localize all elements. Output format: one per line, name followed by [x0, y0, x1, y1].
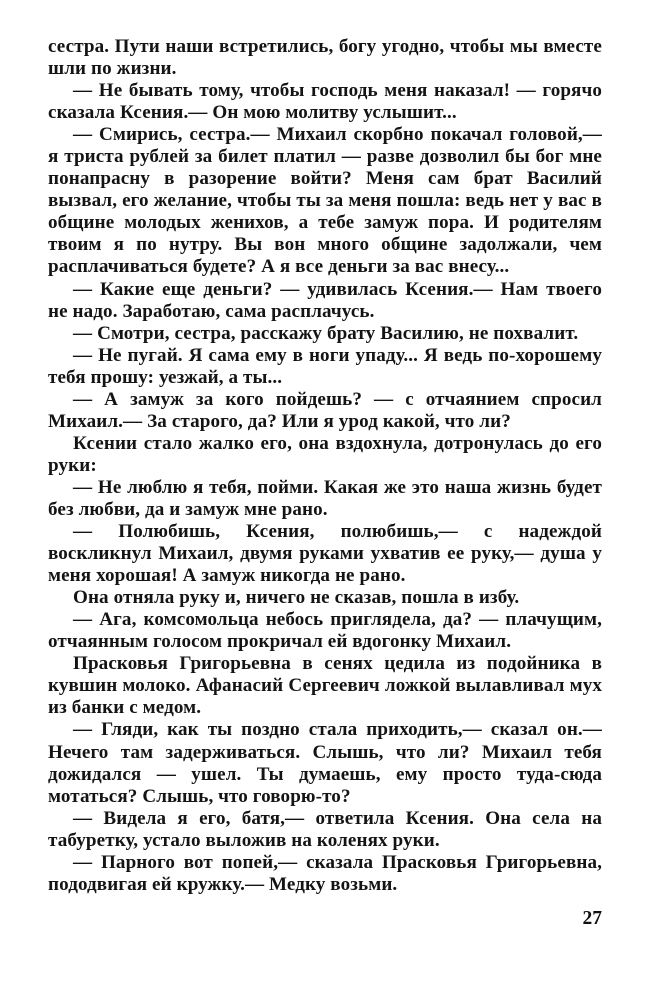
paragraph: — Не люблю я тебя, пойми. Какая же это наша жизнь будет без любви, да и замуж мне рано. — [48, 476, 602, 520]
page-number: 27 — [582, 908, 602, 929]
paragraph: — А замуж за кого пойдешь? — с отчаянием спросил Михаил.— За старого, да? Или я урод какой, что ли? — [48, 388, 602, 432]
paragraph: Прасковья Григорьевна в сенях цедила из подойника в кувшин молоко. Афанасий Сергеевич ложкой вылавливал мух из банки с медом. — [48, 653, 602, 719]
paragraph: — Не пугай. Я сама ему в ноги упаду... Я ведь по-хорошему тебя прошу: уезжай, а ты... — [48, 344, 602, 388]
paragraph: — Полюбишь, Ксения, полюбишь,— с надеждой воскликнул Михаил, двумя руками ухватив ее руку,— душа у меня хорошая! А замуж никогда не рано. — [48, 521, 602, 587]
paragraph: — Видела я его, батя,— ответила Ксения. Она села на табуретку, устало выложив на коленях руки. — [48, 807, 602, 851]
paragraph: — Ага, комсомольца небось приглядела, да? — плачущим, отчаянным голосом прокричал ей вдогонку Михаил. — [48, 609, 602, 653]
paragraph: — Какие еще деньги? — удивилась Ксения.— Нам твоего не надо. Заработаю, сама расплачусь. — [48, 278, 602, 322]
paragraph: — Не бывать тому, чтобы господь меня наказал! — горячо сказала Ксения.— Он мою молитву услышит... — [48, 80, 602, 124]
paragraph: Ксении стало жалко его, она вздохнула, дотронулась до его руки: — [48, 432, 602, 476]
paragraph: сестра. Пути наши встретились, богу угодно, чтобы мы вместе шли по жизни. — [48, 36, 602, 80]
page-text-block — [48, 36, 602, 896]
paragraph: — Парного вот попей,— сказала Прасковья Григорьевна, пододвигая ей кружку.— Медку возьми. — [48, 851, 602, 895]
paragraph: Она отняла руку и, ничего не сказав, пошла в избу. — [73, 587, 520, 609]
paragraph: — Смирись, сестра.— Михаил скорбно покачал головой,— я триста рублей за билет платил — разве дозволил бы бог мне понапрасну в разорение войти? Меня сам брат Василий вызвал, его желание, чтобы ты за меня пошла: ведь нет у вас в общине молодых женихов, а тебе замуж пора. И родителям твоим я по нутру. Вы вон много общине задолжали, чем расплачиваться будете? А я все деньги за вас внесу... — [48, 124, 602, 278]
paragraph: — Смотри, сестра, расскажу брату Василию, не похвалит. — [73, 322, 579, 344]
paragraph: — Гляди, как ты поздно стала приходить,— сказал он.— Нечего там задерживаться. Слышь, что ли? Михаил тебя дожидался — ушел. Ты думаешь, ему просто туда-сюда мотаться? Слышь, что говорю-то? — [48, 719, 602, 807]
